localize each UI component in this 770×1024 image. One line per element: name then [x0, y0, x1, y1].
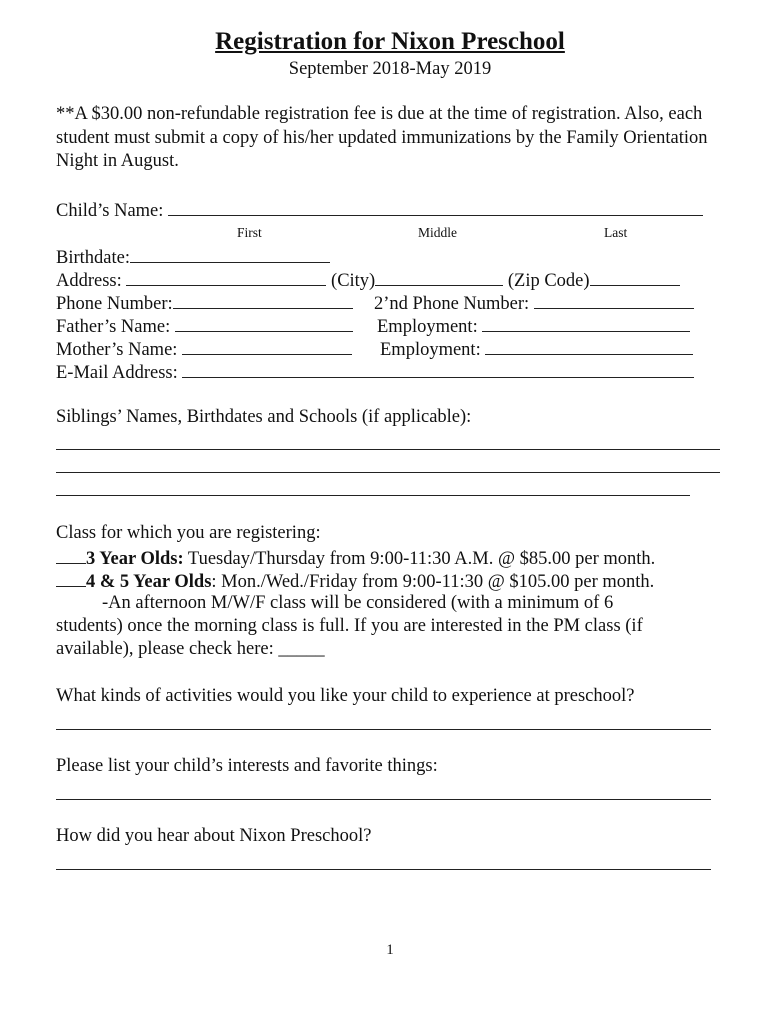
email-row	[56, 359, 694, 385]
city-label: (City)	[331, 271, 376, 291]
birthdate-label: Birthdate:	[56, 248, 130, 268]
interests-answer-line[interactable]	[56, 799, 711, 800]
class-3yr-title: 3 Year Olds:	[86, 549, 184, 569]
heard-answer-line[interactable]	[56, 869, 711, 870]
child-name-label: Child’s Name:	[56, 201, 164, 221]
siblings-line-1[interactable]	[56, 449, 720, 450]
city-field[interactable]	[375, 267, 503, 286]
siblings-label: Siblings’ Names, Birthdates and Schools (if applicable):	[56, 407, 472, 427]
page-title: Registration for Nixon Preschool	[215, 28, 565, 55]
father-employment-label: Employment:	[377, 317, 478, 337]
afternoon-note-line-1: -An afternoon M/W/F class will be considered (with a minimum of 6	[102, 593, 614, 613]
phone-field[interactable]	[173, 290, 353, 309]
phone2-field[interactable]	[534, 290, 694, 309]
fee-notice: **A $30.00 non-refundable registration fee is due at the time of registration. Also, each student must submit a copy of his/her updated immunizations by the Family Orientation Night in August.	[56, 104, 708, 171]
heard-question: How did you hear about Nixon Preschool?	[56, 826, 372, 846]
child-name-field[interactable]	[168, 197, 703, 216]
email-field[interactable]	[182, 359, 694, 378]
father-name-field[interactable]	[175, 313, 353, 332]
father-employment-field[interactable]	[482, 313, 690, 332]
name-middle-caption: Middle	[418, 225, 457, 240]
interests-question: Please list your child’s interests and favorite things:	[56, 756, 438, 776]
zip-field[interactable]	[590, 267, 680, 286]
phone-label: Phone Number:	[56, 294, 173, 314]
page-subtitle: September 2018-May 2019	[288, 59, 492, 79]
class-4-5yr-checkbox[interactable]	[56, 568, 86, 587]
mother-name-label: Mother’s Name:	[56, 340, 178, 360]
class-3yr-checkbox[interactable]	[56, 545, 86, 564]
class-option-4-5yr	[56, 568, 654, 594]
activities-question: What kinds of activities would you like your child to experience at preschool?	[56, 686, 635, 706]
mother-employment-label: Employment:	[380, 340, 481, 360]
name-last-caption: Last	[604, 225, 628, 240]
zip-label: (Zip Code)	[507, 271, 590, 291]
class-label: Class for which you are registering:	[56, 523, 321, 543]
phone2-label: 2’nd Phone Number:	[374, 294, 530, 314]
class-3yr-details: Tuesday/Thursday from 9:00-11:30 A.M. @ $85.00 per month.	[183, 549, 656, 569]
siblings-line-3[interactable]	[56, 495, 690, 496]
email-label: E-Mail Address:	[56, 363, 178, 383]
name-first-caption: First	[237, 225, 262, 240]
afternoon-note-line-2: students) once the morning class is full. If you are interested in the PM class (if	[56, 616, 643, 636]
child-name-row	[56, 197, 703, 223]
mother-employment-field[interactable]	[485, 336, 693, 355]
class-4-5yr-details: : Mon./Wed./Friday from 9:00-11:30 @ $105.00 per month.	[211, 572, 655, 592]
activities-answer-line[interactable]	[56, 729, 711, 730]
address-field[interactable]	[126, 267, 326, 286]
page-number: 1	[386, 942, 394, 958]
address-label: Address:	[56, 271, 122, 291]
class-4-5yr-title: 4 & 5 Year Olds	[86, 572, 212, 592]
mother-name-field[interactable]	[182, 336, 352, 355]
afternoon-note-line-3: available), please check here: _____	[56, 639, 325, 659]
siblings-line-2[interactable]	[56, 472, 720, 473]
father-name-label: Father’s Name:	[56, 317, 171, 337]
birthdate-field[interactable]	[130, 244, 330, 263]
